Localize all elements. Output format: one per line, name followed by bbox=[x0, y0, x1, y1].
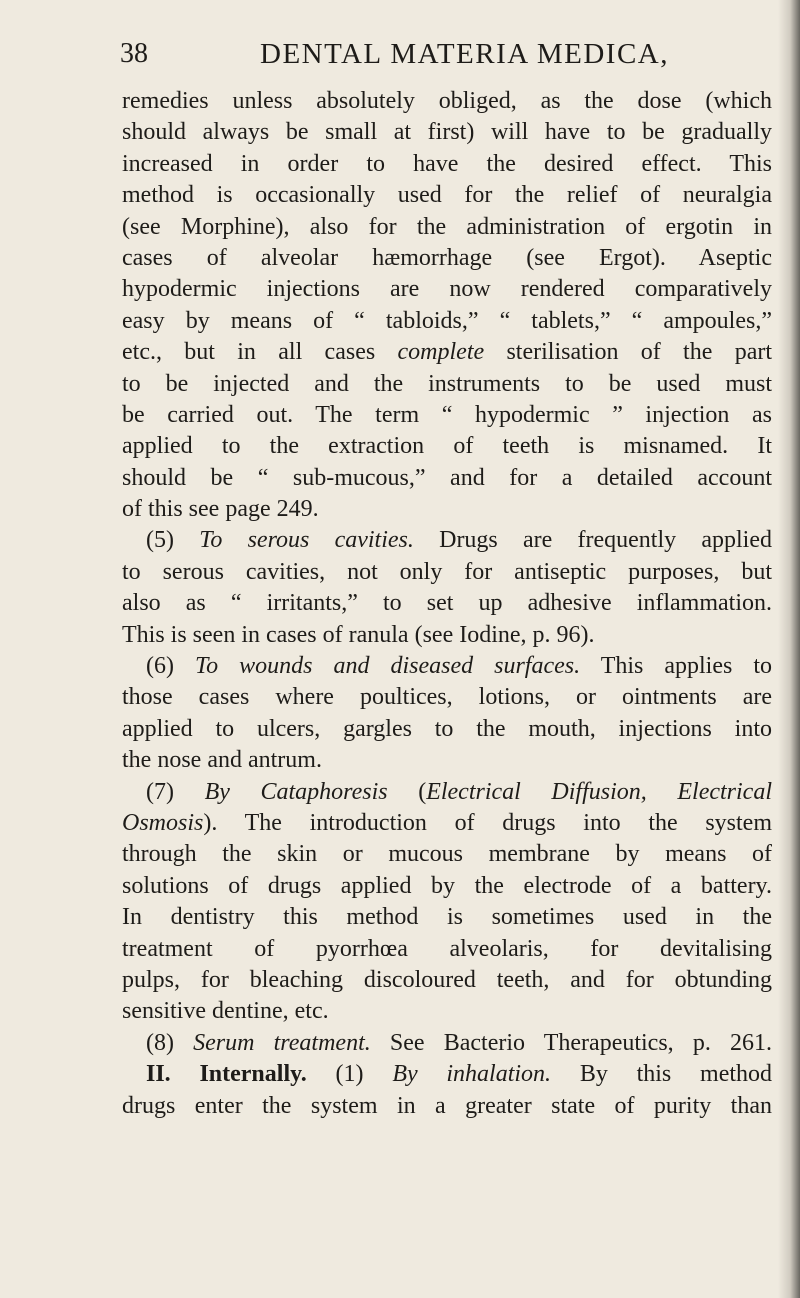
text-segment: remedies unless absolutely obliged, as the dose (which bbox=[122, 88, 772, 114]
text-segment: (6) bbox=[146, 653, 195, 680]
text-line bbox=[122, 714, 772, 745]
text-line bbox=[122, 117, 772, 148]
text-line bbox=[122, 934, 772, 965]
text-segment: (see Morphine), also for the administration of ergotin in bbox=[122, 213, 772, 240]
text-line bbox=[122, 1059, 772, 1090]
text-line bbox=[122, 463, 772, 494]
page-number: 38 bbox=[120, 38, 148, 69]
page-header bbox=[120, 34, 780, 74]
text-line bbox=[122, 588, 772, 619]
text-line bbox=[122, 400, 772, 431]
text-segment: also as “ irritants,” to set up adhesive inflammation. bbox=[122, 590, 772, 617]
text-segment: ). The introduction of drugs into the system bbox=[203, 809, 772, 836]
text-segment: This applies to bbox=[580, 653, 773, 680]
text-segment: drugs enter the system in a greater state of purity than bbox=[122, 1092, 772, 1119]
text-line bbox=[122, 682, 772, 713]
text-line bbox=[122, 902, 772, 933]
text-line bbox=[122, 431, 772, 462]
text-line bbox=[122, 212, 772, 243]
text-segment: increased in order to have the desired effect. This bbox=[122, 150, 772, 177]
text-segment: sensitive dentine, etc. bbox=[122, 998, 329, 1025]
italic-text: Electrical Diffusion, Electrical bbox=[426, 778, 772, 805]
text-segment: be carried out. The term “ hypodermic ” injection as bbox=[122, 401, 772, 428]
text-segment: easy by means of “ tabloids,” “ tablets,” “ ampoules,” bbox=[122, 307, 772, 334]
text-segment: This is seen in cases of ranula (see Iodine, p. 96). bbox=[122, 621, 595, 648]
text-line bbox=[122, 965, 772, 996]
text-line bbox=[122, 777, 772, 808]
text-segment: (1) bbox=[306, 1061, 393, 1088]
text-line bbox=[122, 620, 772, 651]
text-segment: ( bbox=[387, 778, 427, 805]
italic-text: To wounds and diseased surfaces. bbox=[194, 653, 581, 680]
text-line bbox=[122, 1028, 772, 1059]
italic-text: To serous cavities. bbox=[199, 527, 414, 554]
text-segment: (7) bbox=[146, 778, 205, 805]
text-segment: (8) bbox=[146, 1029, 194, 1056]
text-segment: method is occasionally used for the relief of neuralgia bbox=[122, 182, 772, 209]
text-segment: In dentistry this method is sometimes used in the bbox=[122, 904, 772, 931]
text-line bbox=[122, 651, 772, 682]
text-line bbox=[122, 306, 772, 337]
bold-text: II. Internally. bbox=[146, 1061, 307, 1088]
text-line bbox=[122, 996, 772, 1027]
text-line bbox=[122, 494, 772, 525]
text-segment: should be “ sub-mucous,” and for a detailed account bbox=[122, 464, 772, 491]
text-line bbox=[122, 180, 772, 211]
text-segment: to serous cavities, not only for antiseptic purposes, but bbox=[122, 558, 772, 585]
italic-text: By inhalation. bbox=[392, 1061, 552, 1088]
text-line bbox=[122, 149, 772, 180]
text-line bbox=[122, 871, 772, 902]
text-line bbox=[122, 745, 772, 776]
text-segment: (5) bbox=[146, 527, 200, 554]
italic-text: Osmosis bbox=[122, 809, 204, 836]
text-segment: applied to the extraction of teeth is misnamed. It bbox=[122, 433, 772, 460]
text-segment: treatment of pyorrhœa alveolaris, for devitalising bbox=[122, 935, 772, 962]
text-segment: solutions of drugs applied by the electrode of a battery. bbox=[122, 872, 772, 899]
text-segment: of this see page 249. bbox=[122, 496, 319, 523]
text-segment: By this method bbox=[551, 1061, 773, 1088]
text-line bbox=[122, 337, 772, 368]
text-line bbox=[122, 369, 772, 400]
text-line bbox=[122, 808, 772, 839]
text-line bbox=[122, 1091, 772, 1122]
text-segment: to be injected and the instruments to be used must bbox=[122, 370, 772, 397]
text-line bbox=[122, 274, 772, 305]
text-segment: Drugs are frequently applied bbox=[413, 527, 773, 554]
text-segment: through the skin or mucous membrane by means of bbox=[122, 841, 772, 868]
italic-text: complete bbox=[397, 339, 485, 366]
text-line bbox=[122, 525, 772, 556]
italic-text: By Cataphoresis bbox=[204, 778, 388, 805]
text-segment: etc., but in all cases bbox=[122, 339, 398, 366]
text-segment: the nose and antrum. bbox=[122, 747, 322, 774]
page-edge-shadow bbox=[778, 0, 800, 1298]
text-segment: cases of alveolar hæmorrhage (see Ergot). Aseptic bbox=[122, 244, 772, 271]
running-title: DENTAL MATERIA MEDICA, bbox=[260, 38, 669, 70]
text-segment: applied to ulcers, gargles to the mouth, injections into bbox=[122, 715, 772, 742]
text-line bbox=[122, 557, 772, 588]
text-line bbox=[122, 86, 772, 117]
text-segment: those cases where poultices, lotions, or ointments are bbox=[122, 684, 772, 711]
text-segment: sterilisation of the part bbox=[484, 339, 773, 366]
italic-text: Serum treatment. bbox=[193, 1029, 371, 1056]
text-segment: pulps, for bleaching discoloured teeth, and for obtunding bbox=[122, 966, 772, 993]
text-segment: should always be small at first) will have to be gradually bbox=[122, 119, 772, 146]
body-text bbox=[122, 86, 772, 1122]
text-line bbox=[122, 243, 772, 274]
text-segment: hypodermic injections are now rendered comparatively bbox=[122, 276, 772, 303]
text-line bbox=[122, 839, 772, 870]
text-segment: See Bacterio Therapeutics, p. 261. bbox=[370, 1029, 772, 1056]
